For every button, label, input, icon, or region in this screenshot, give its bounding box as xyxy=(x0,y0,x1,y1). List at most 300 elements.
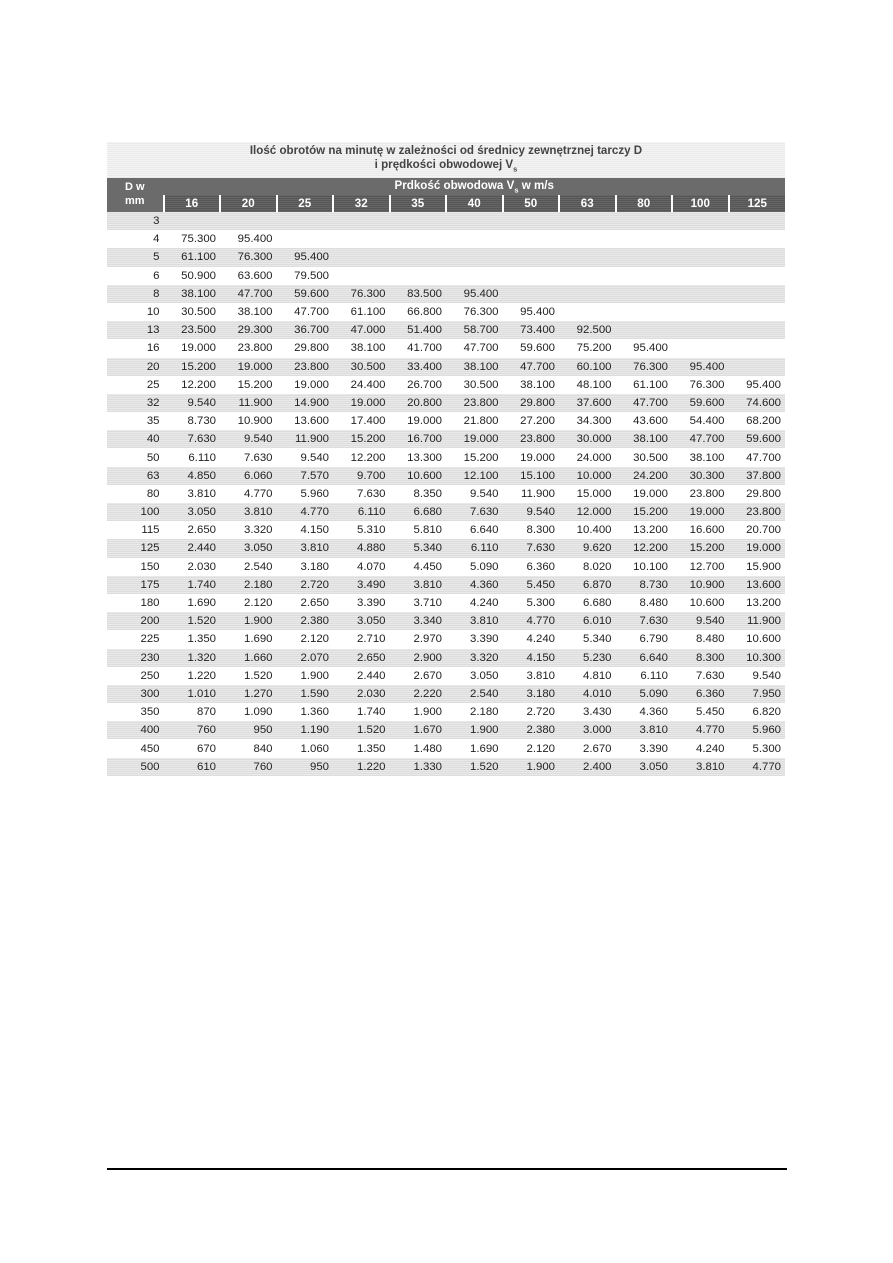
rpm-cell xyxy=(672,267,729,285)
rpm-cell xyxy=(729,212,786,230)
table-title-line2: i prędkości obwodowej V xyxy=(374,157,514,171)
diameter-cell: 200 xyxy=(107,612,164,630)
rpm-cell: 76.300 xyxy=(616,358,673,376)
rpm-cell: 4.240 xyxy=(672,739,729,757)
diameter-header xyxy=(107,178,164,212)
table-row xyxy=(107,667,785,685)
rpm-cell: 59.600 xyxy=(729,430,786,448)
diameter-cell: 115 xyxy=(107,521,164,539)
rpm-cell: 8.300 xyxy=(672,649,729,667)
table-row xyxy=(107,285,785,303)
rpm-cell: 1.220 xyxy=(333,758,390,776)
rpm-cell: 7.570 xyxy=(277,467,334,485)
rpm-cell: 2.900 xyxy=(390,649,447,667)
rpm-cell: 5.090 xyxy=(446,558,503,576)
rpm-cell: 19.000 xyxy=(672,503,729,521)
rpm-cell xyxy=(333,212,390,230)
diameter-header-line1: D w xyxy=(124,181,145,193)
rpm-cell xyxy=(672,285,729,303)
table-row xyxy=(107,503,785,521)
rpm-cell: 2.710 xyxy=(333,630,390,648)
rpm-cell xyxy=(729,285,786,303)
rpm-cell: 29.300 xyxy=(220,321,277,339)
rpm-cell: 73.400 xyxy=(503,321,560,339)
table-row xyxy=(107,594,785,612)
rpm-cell: 16.600 xyxy=(672,521,729,539)
rpm-cell xyxy=(559,267,616,285)
table-row xyxy=(107,485,785,503)
rpm-cell: 2.540 xyxy=(446,685,503,703)
speed-column-header: 80 xyxy=(616,195,673,212)
rpm-cell: 13.600 xyxy=(277,412,334,430)
rpm-cell: 3.340 xyxy=(390,612,447,630)
rpm-cell xyxy=(672,339,729,357)
rpm-cell: 29.800 xyxy=(729,485,786,503)
rpm-cell: 8.480 xyxy=(672,630,729,648)
diameter-cell: 230 xyxy=(107,649,164,667)
rpm-cell: 38.100 xyxy=(446,358,503,376)
rpm-cell xyxy=(503,267,560,285)
rpm-cell: 38.100 xyxy=(616,430,673,448)
table-row xyxy=(107,267,785,285)
rpm-cell: 12.200 xyxy=(333,448,390,466)
rpm-cell: 1.350 xyxy=(164,630,221,648)
rpm-cell: 24.400 xyxy=(333,376,390,394)
rpm-cell: 1.590 xyxy=(277,685,334,703)
rpm-cell: 2.720 xyxy=(277,576,334,594)
rpm-cell: 8.730 xyxy=(616,576,673,594)
rpm-cell: 6.870 xyxy=(559,576,616,594)
rpm-cell: 4.150 xyxy=(503,649,560,667)
rpm-cell xyxy=(559,303,616,321)
rpm-cell: 47.700 xyxy=(446,339,503,357)
rpm-cell: 50.900 xyxy=(164,267,221,285)
rpm-cell: 5.450 xyxy=(672,703,729,721)
diameter-cell: 13 xyxy=(107,321,164,339)
rpm-cell: 8.300 xyxy=(503,521,560,539)
rpm-cell: 3.810 xyxy=(446,612,503,630)
rpm-cell: 37.600 xyxy=(559,394,616,412)
rpm-cell: 47.700 xyxy=(220,285,277,303)
diameter-cell: 125 xyxy=(107,539,164,557)
rpm-cell: 3.490 xyxy=(333,576,390,594)
rpm-cell: 10.100 xyxy=(616,558,673,576)
rpm-cell: 10.600 xyxy=(672,594,729,612)
rpm-cell xyxy=(390,212,447,230)
rpm-cell: 6.640 xyxy=(616,649,673,667)
rpm-cell: 3.810 xyxy=(164,485,221,503)
rpm-cell xyxy=(616,321,673,339)
rpm-cell: 33.400 xyxy=(390,358,447,376)
table-row xyxy=(107,358,785,376)
rpm-cell: 2.180 xyxy=(446,703,503,721)
rpm-cell: 66.800 xyxy=(390,303,447,321)
table-row xyxy=(107,685,785,703)
rpm-cell: 5.310 xyxy=(333,521,390,539)
rpm-cell: 12.200 xyxy=(164,376,221,394)
rpm-cell: 6.110 xyxy=(446,539,503,557)
rpm-cell: 30.300 xyxy=(672,467,729,485)
speed-column-header: 63 xyxy=(559,195,616,212)
rpm-cell: 11.900 xyxy=(220,394,277,412)
rpm-cell: 7.630 xyxy=(672,667,729,685)
rpm-cell: 1.900 xyxy=(390,703,447,721)
table-row xyxy=(107,739,785,757)
rpm-cell: 37.800 xyxy=(729,467,786,485)
rpm-cell: 7.630 xyxy=(220,448,277,466)
rpm-cell: 840 xyxy=(220,739,277,757)
rpm-cell: 10.600 xyxy=(729,630,786,648)
rpm-cell: 9.540 xyxy=(729,667,786,685)
rpm-cell: 9.540 xyxy=(220,430,277,448)
rpm-cell: 4.770 xyxy=(729,758,786,776)
rpm-cell: 15.200 xyxy=(220,376,277,394)
rpm-cell: 3.390 xyxy=(616,739,673,757)
rpm-cell: 15.100 xyxy=(503,467,560,485)
rpm-cell: 9.700 xyxy=(333,467,390,485)
table-row xyxy=(107,758,785,776)
rpm-cell: 6.110 xyxy=(164,448,221,466)
rpm-cell: 51.400 xyxy=(390,321,447,339)
rpm-cell: 34.300 xyxy=(559,412,616,430)
rpm-cell: 2.650 xyxy=(164,521,221,539)
rpm-cell: 3.810 xyxy=(277,539,334,557)
rpm-cell: 4.070 xyxy=(333,558,390,576)
rpm-cell: 11.900 xyxy=(277,430,334,448)
rpm-cell: 2.030 xyxy=(333,685,390,703)
table-row xyxy=(107,576,785,594)
rpm-cell xyxy=(729,303,786,321)
rpm-cell: 12.000 xyxy=(559,503,616,521)
rpm-cell: 4.360 xyxy=(616,703,673,721)
table-row xyxy=(107,521,785,539)
rpm-cell xyxy=(729,339,786,357)
rpm-cell xyxy=(672,303,729,321)
rpm-cell: 9.540 xyxy=(672,612,729,630)
rpm-cell: 4.360 xyxy=(446,576,503,594)
rpm-cell: 3.430 xyxy=(559,703,616,721)
table-body xyxy=(107,212,785,776)
diameter-cell: 175 xyxy=(107,576,164,594)
rpm-cell xyxy=(333,248,390,266)
rpm-cell xyxy=(672,212,729,230)
rpm-cell: 7.630 xyxy=(446,503,503,521)
diameter-cell: 6 xyxy=(107,267,164,285)
table-row xyxy=(107,649,785,667)
rpm-cell: 47.000 xyxy=(333,321,390,339)
table-row xyxy=(107,467,785,485)
rpm-cell: 4.010 xyxy=(559,685,616,703)
rpm-cell: 3.810 xyxy=(220,503,277,521)
rpm-cell: 7.630 xyxy=(333,485,390,503)
rpm-cell: 5.960 xyxy=(729,721,786,739)
rpm-cell xyxy=(729,358,786,376)
rpm-cell: 19.000 xyxy=(446,430,503,448)
rpm-cell: 1.060 xyxy=(277,739,334,757)
diameter-cell: 150 xyxy=(107,558,164,576)
rpm-cell: 74.600 xyxy=(729,394,786,412)
rpm-cell: 38.100 xyxy=(333,339,390,357)
rpm-cell: 2.180 xyxy=(220,576,277,594)
diameter-cell: 450 xyxy=(107,739,164,757)
rpm-cell: 3.710 xyxy=(390,594,447,612)
rpm-cell xyxy=(164,212,221,230)
rpm-cell: 1.660 xyxy=(220,649,277,667)
rpm-cell: 63.600 xyxy=(220,267,277,285)
rpm-cell: 4.850 xyxy=(164,467,221,485)
table-row xyxy=(107,212,785,230)
rpm-cell: 10.900 xyxy=(672,576,729,594)
rpm-cell: 30.500 xyxy=(333,358,390,376)
rpm-cell xyxy=(390,248,447,266)
rpm-cell: 1.520 xyxy=(446,758,503,776)
rpm-cell: 670 xyxy=(164,739,221,757)
speed-group-header xyxy=(164,178,786,195)
table-row xyxy=(107,721,785,739)
rpm-cell: 19.000 xyxy=(164,339,221,357)
rpm-cell: 30.000 xyxy=(559,430,616,448)
table-row xyxy=(107,703,785,721)
rpm-cell: 950 xyxy=(277,758,334,776)
table-row xyxy=(107,558,785,576)
rpm-cell: 95.400 xyxy=(503,303,560,321)
rpm-cell: 54.400 xyxy=(672,412,729,430)
rpm-cell: 4.240 xyxy=(503,630,560,648)
rpm-cell: 1.520 xyxy=(164,612,221,630)
rpm-table xyxy=(107,142,785,776)
rpm-cell: 23.800 xyxy=(277,358,334,376)
rpm-cell: 7.630 xyxy=(503,539,560,557)
table-row xyxy=(107,630,785,648)
rpm-cell: 8.020 xyxy=(559,558,616,576)
rpm-cell: 6.360 xyxy=(672,685,729,703)
table-row xyxy=(107,321,785,339)
rpm-cell xyxy=(277,230,334,248)
rpm-cell: 9.540 xyxy=(446,485,503,503)
rpm-cell: 20.800 xyxy=(390,394,447,412)
table-row xyxy=(107,412,785,430)
rpm-cell: 95.400 xyxy=(672,358,729,376)
rpm-cell: 1.270 xyxy=(220,685,277,703)
speed-column-header: 25 xyxy=(277,195,334,212)
diameter-cell: 5 xyxy=(107,248,164,266)
rpm-cell: 4.880 xyxy=(333,539,390,557)
rpm-cell: 19.000 xyxy=(220,358,277,376)
rpm-cell xyxy=(672,248,729,266)
rpm-cell: 2.120 xyxy=(220,594,277,612)
rpm-cell: 10.900 xyxy=(220,412,277,430)
rpm-cell: 3.390 xyxy=(446,630,503,648)
diameter-cell: 4 xyxy=(107,230,164,248)
rpm-cell: 2.650 xyxy=(277,594,334,612)
rpm-cell: 3.180 xyxy=(503,685,560,703)
rpm-cell: 61.100 xyxy=(616,376,673,394)
rpm-cell: 4.770 xyxy=(220,485,277,503)
rpm-cell: 43.600 xyxy=(616,412,673,430)
footer-rule xyxy=(107,1168,787,1170)
rpm-cell: 6.110 xyxy=(333,503,390,521)
rpm-cell: 3.050 xyxy=(220,539,277,557)
rpm-cell xyxy=(559,230,616,248)
rpm-cell: 4.770 xyxy=(277,503,334,521)
rpm-cell: 3.050 xyxy=(616,758,673,776)
rpm-cell: 83.500 xyxy=(390,285,447,303)
rpm-cell xyxy=(446,248,503,266)
rpm-cell: 4.240 xyxy=(446,594,503,612)
rpm-cell: 2.120 xyxy=(503,739,560,757)
table-row xyxy=(107,394,785,412)
rpm-cell: 15.000 xyxy=(559,485,616,503)
rpm-cell: 20.700 xyxy=(729,521,786,539)
rpm-cell: 9.540 xyxy=(164,394,221,412)
table-row xyxy=(107,303,785,321)
diameter-cell: 8 xyxy=(107,285,164,303)
rpm-cell: 48.100 xyxy=(559,376,616,394)
rpm-cell: 870 xyxy=(164,703,221,721)
rpm-cell: 23.800 xyxy=(503,430,560,448)
rpm-cell: 10.400 xyxy=(559,521,616,539)
rpm-cell: 3.050 xyxy=(333,612,390,630)
rpm-cell: 7.950 xyxy=(729,685,786,703)
rpm-cell: 5.230 xyxy=(559,649,616,667)
rpm-cell: 5.340 xyxy=(559,630,616,648)
rpm-cell: 13.200 xyxy=(616,521,673,539)
speed-column-header: 35 xyxy=(390,195,447,212)
rpm-cell: 12.200 xyxy=(616,539,673,557)
rpm-cell: 76.300 xyxy=(446,303,503,321)
rpm-cell: 2.540 xyxy=(220,558,277,576)
speed-column-header: 20 xyxy=(220,195,277,212)
rpm-cell: 9.620 xyxy=(559,539,616,557)
rpm-cell: 75.200 xyxy=(559,339,616,357)
diameter-cell: 80 xyxy=(107,485,164,503)
rpm-cell: 5.960 xyxy=(277,485,334,503)
speed-column-header: 50 xyxy=(503,195,560,212)
rpm-cell: 7.630 xyxy=(164,430,221,448)
rpm-cell: 6.680 xyxy=(390,503,447,521)
rpm-cell: 2.970 xyxy=(390,630,447,648)
rpm-cell xyxy=(616,303,673,321)
speed-column-header: 32 xyxy=(333,195,390,212)
rpm-cell: 47.700 xyxy=(277,303,334,321)
rpm-cell: 47.700 xyxy=(672,430,729,448)
rpm-cell: 15.200 xyxy=(446,448,503,466)
rpm-cell: 10.600 xyxy=(390,467,447,485)
rpm-cell: 3.050 xyxy=(446,667,503,685)
rpm-cell xyxy=(616,230,673,248)
rpm-cell: 1.900 xyxy=(220,612,277,630)
rpm-cell: 19.000 xyxy=(390,412,447,430)
rpm-cell: 1.520 xyxy=(333,721,390,739)
rpm-cell: 2.670 xyxy=(390,667,447,685)
diameter-cell: 500 xyxy=(107,758,164,776)
rpm-cell: 23.500 xyxy=(164,321,221,339)
rpm-cell xyxy=(672,230,729,248)
table-row xyxy=(107,230,785,248)
speed-header-subscript: s xyxy=(514,185,519,195)
rpm-cell: 6.640 xyxy=(446,521,503,539)
rpm-cell: 15.200 xyxy=(164,358,221,376)
rpm-cell: 15.200 xyxy=(672,539,729,557)
rpm-cell xyxy=(220,212,277,230)
rpm-cell: 1.090 xyxy=(220,703,277,721)
rpm-cell: 95.400 xyxy=(220,230,277,248)
diameter-cell: 25 xyxy=(107,376,164,394)
rpm-cell xyxy=(616,212,673,230)
rpm-cell: 5.300 xyxy=(729,739,786,757)
rpm-cell: 38.100 xyxy=(503,376,560,394)
speed-header-label: Prdkość obwodowa V xyxy=(394,178,515,192)
rpm-cell: 68.200 xyxy=(729,412,786,430)
rpm-cell xyxy=(559,248,616,266)
diameter-cell: 400 xyxy=(107,721,164,739)
rpm-cell: 1.480 xyxy=(390,739,447,757)
rpm-cell: 23.800 xyxy=(446,394,503,412)
table-row xyxy=(107,539,785,557)
table-title xyxy=(107,142,785,178)
rpm-cell: 950 xyxy=(220,721,277,739)
rpm-cell: 76.300 xyxy=(220,248,277,266)
table-row xyxy=(107,448,785,466)
rpm-cell: 1.690 xyxy=(164,594,221,612)
rpm-cell: 47.700 xyxy=(729,448,786,466)
rpm-cell: 2.120 xyxy=(277,630,334,648)
rpm-cell: 4.810 xyxy=(559,667,616,685)
rpm-cell: 38.100 xyxy=(220,303,277,321)
rpm-cell xyxy=(729,321,786,339)
rpm-cell: 14.900 xyxy=(277,394,334,412)
rpm-cell: 58.700 xyxy=(446,321,503,339)
rpm-cell: 3.810 xyxy=(672,758,729,776)
rpm-cell: 19.000 xyxy=(616,485,673,503)
rpm-cell: 2.720 xyxy=(503,703,560,721)
rpm-cell: 2.670 xyxy=(559,739,616,757)
rpm-cell: 29.800 xyxy=(277,339,334,357)
speed-column-header: 125 xyxy=(729,195,786,212)
rpm-cell: 610 xyxy=(164,758,221,776)
diameter-cell: 20 xyxy=(107,358,164,376)
rpm-cell xyxy=(729,230,786,248)
diameter-cell: 225 xyxy=(107,630,164,648)
rpm-cell: 6.060 xyxy=(220,467,277,485)
rpm-cell xyxy=(333,267,390,285)
rpm-cell xyxy=(390,230,447,248)
rpm-cell xyxy=(446,230,503,248)
rpm-cell: 1.900 xyxy=(277,667,334,685)
rpm-cell: 2.440 xyxy=(333,667,390,685)
diameter-cell: 35 xyxy=(107,412,164,430)
table-title-subscript: s xyxy=(513,164,518,174)
rpm-cell xyxy=(446,212,503,230)
rpm-cell: 4.770 xyxy=(503,612,560,630)
rpm-cell: 27.200 xyxy=(503,412,560,430)
rpm-cell: 6.110 xyxy=(616,667,673,685)
rpm-cell: 9.540 xyxy=(503,503,560,521)
rpm-cell: 2.380 xyxy=(277,612,334,630)
rpm-cell: 26.700 xyxy=(390,376,447,394)
rpm-cell: 15.200 xyxy=(333,430,390,448)
rpm-cell: 19.000 xyxy=(333,394,390,412)
rpm-cell: 3.810 xyxy=(503,667,560,685)
diameter-header-line2: mm xyxy=(124,195,145,207)
rpm-cell: 2.650 xyxy=(333,649,390,667)
rpm-cell: 47.700 xyxy=(503,358,560,376)
rpm-cell: 60.100 xyxy=(559,358,616,376)
rpm-cell: 3.390 xyxy=(333,594,390,612)
rpm-cell xyxy=(616,267,673,285)
rpm-cell: 6.790 xyxy=(616,630,673,648)
rpm-cell: 38.100 xyxy=(672,448,729,466)
